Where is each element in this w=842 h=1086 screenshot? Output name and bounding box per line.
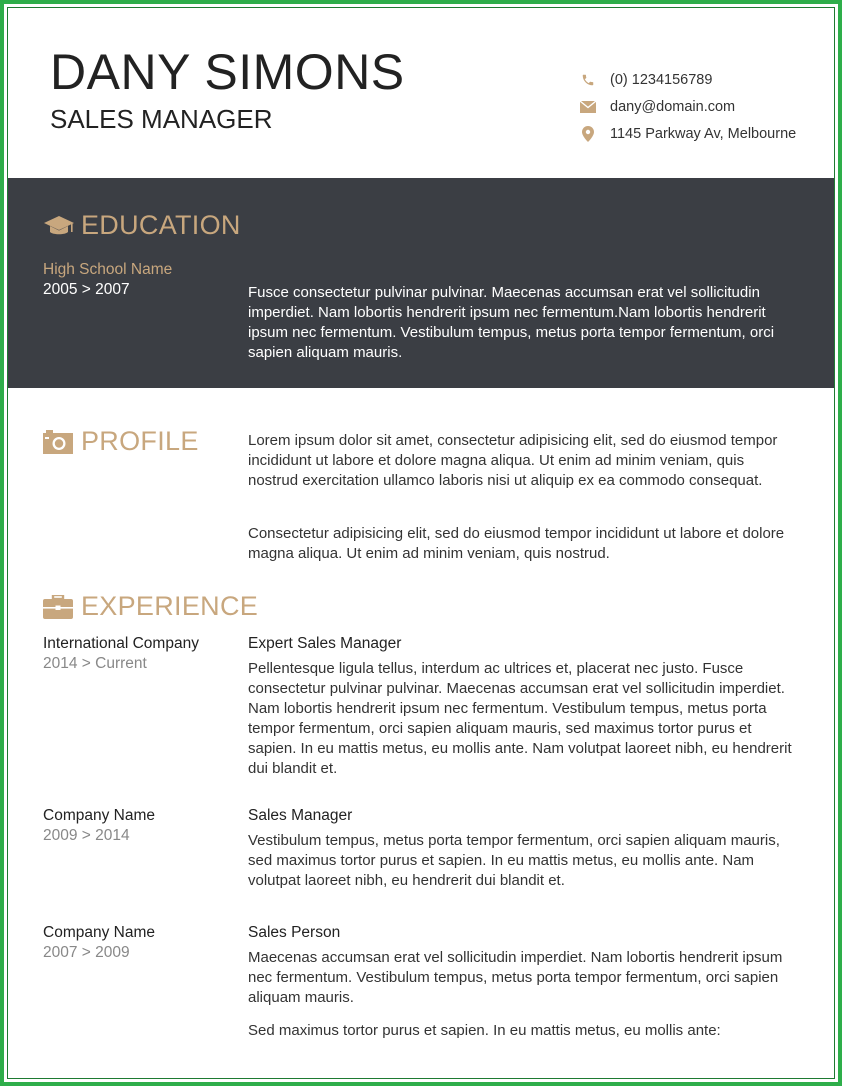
job-2-role: Sales Manager — [248, 807, 353, 824]
candidate-name: DANY SIMONS — [50, 44, 405, 100]
contact-email — [580, 93, 796, 120]
education-section — [8, 178, 834, 388]
job-3-role: Sales Person — [248, 924, 341, 941]
briefcase-icon — [43, 593, 75, 621]
contact-phone — [580, 66, 796, 93]
profile-heading — [43, 426, 199, 457]
email-link[interactable]: dany@domain.com — [610, 98, 736, 115]
experience-heading — [43, 591, 258, 622]
camera-icon — [43, 428, 75, 456]
job-2-description: Vestibulum tempus, metus porta tempor fermentum, orci sapien aliquam mauris, sed maximus tortor purus et sapien. In eu mattis metus, eu mollis ante. Nam volutpat laoreet nibh, eu hendrerit dui blandit et. — [248, 832, 780, 889]
job-3-description-2: Sed maximus tortor purus et sapien. In eu mattis metus, eu mollis ante: — [248, 1022, 721, 1039]
job-3-dates: 2007 > 2009 — [43, 944, 130, 961]
profile-heading-text: PROFILE — [81, 426, 199, 456]
experience-heading-text: EXPERIENCE — [81, 591, 259, 621]
education-description: Fusce consectetur pulvinar pulvinar. Maecenas accumsan erat vel sollicitudin imperdiet. Nam lobortis hendrerit ipsum nec fermentum.Nam lobortis hendrerit ipsum nec fermentum. Vestibulum tempus, metus porta tempor fermentum, orci sapien aliquam mauris. — [248, 284, 775, 361]
education-heading-text: EDUCATION — [81, 210, 241, 240]
job-2-dates: 2009 > 2014 — [43, 827, 130, 844]
education-heading — [43, 210, 241, 241]
school-name: High School Name — [43, 261, 173, 278]
map-pin-icon — [580, 126, 596, 142]
job-1-description: Pellentesque ligula tellus, interdum ac ultrices et, placerat nec justo. Fusce consectetur pulvinar pulvinar. Maecenas accumsan erat vel sollicitudin imperdiet. Nam lobortis hendrerit ipsum nec fermentum. Vestibulum tempus, metus porta tempor fermentum, orci sapien aliquam mauris, sed maximus tortor purus et sapien. In eu mattis metus, eu mollis ante. Nam volutpat laoreet nibh, eu hendrerit dui blandit et. — [248, 660, 792, 777]
profile-paragraph-2: Consectetur adipisicing elit, sed do eiusmod tempor incididunt ut labore et dolore magna aliqua. Ut enim ad minim veniam, quis nostrud. — [248, 525, 785, 562]
envelope-icon — [580, 99, 596, 115]
job-2-company: Company Name — [43, 807, 155, 824]
job-3-description: Maecenas accumsan erat vel sollicitudin imperdiet. Nam lobortis hendrerit ipsum nec fermentum. Vestibulum tempus, metus porta tempor fermentum, orci sapien aliquam mauris. — [248, 949, 783, 1006]
candidate-title: SALES MANAGER — [50, 104, 273, 134]
address-text: 1145 Parkway Av, Melbourne — [610, 125, 797, 142]
school-dates: 2005 > 2007 — [43, 281, 130, 298]
job-1-company: International Company — [43, 635, 199, 652]
phone-icon — [580, 72, 596, 88]
contact-block — [580, 66, 796, 147]
job-1-dates: 2014 > Current — [43, 655, 147, 672]
graduation-cap-icon — [43, 212, 75, 240]
job-1-role: Expert Sales Manager — [248, 635, 402, 652]
profile-paragraph-1: Lorem ipsum dolor sit amet, consectetur adipisicing elit, sed do eiusmod tempor incididunt ut labore et dolore magna aliqua. Ut enim ad minim veniam, quis nostrud exercitation ullamco laboris nisi ut aliquip ex ea commodo consequat. — [248, 432, 778, 489]
resume-page — [7, 7, 835, 1079]
contact-address — [580, 120, 796, 147]
job-3-company: Company Name — [43, 924, 155, 941]
phone-text: (0) 1234156789 — [610, 71, 713, 88]
